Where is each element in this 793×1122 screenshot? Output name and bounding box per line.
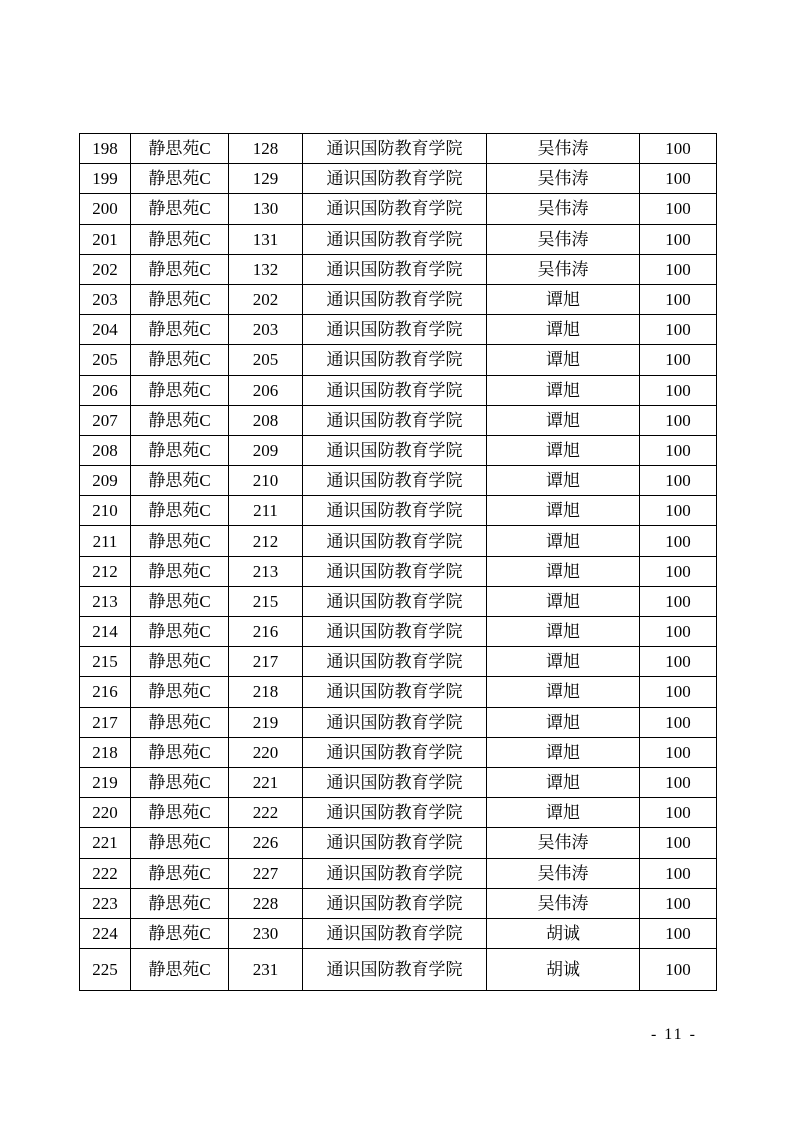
score-cell: 100 <box>640 737 717 767</box>
score-cell: 100 <box>640 254 717 284</box>
table-row <box>80 496 717 526</box>
room-number-cell: 212 <box>229 526 303 556</box>
row-index-cell: 211 <box>80 526 131 556</box>
college-cell: 通识国防教育学院 <box>303 496 487 526</box>
college-cell: 通识国防教育学院 <box>303 677 487 707</box>
room-number-cell: 209 <box>229 435 303 465</box>
counselor-cell: 谭旭 <box>487 707 640 737</box>
row-index-cell: 198 <box>80 134 131 164</box>
building-cell: 静思苑C <box>131 888 229 918</box>
row-index-cell: 218 <box>80 737 131 767</box>
row-index-cell: 224 <box>80 918 131 948</box>
row-index-cell: 205 <box>80 345 131 375</box>
room-number-cell: 228 <box>229 888 303 918</box>
counselor-cell: 谭旭 <box>487 647 640 677</box>
room-number-cell: 206 <box>229 375 303 405</box>
college-cell: 通识国防教育学院 <box>303 405 487 435</box>
table-row <box>80 828 717 858</box>
table-body <box>80 134 717 991</box>
room-number-cell: 211 <box>229 496 303 526</box>
counselor-cell: 谭旭 <box>487 798 640 828</box>
table-row <box>80 435 717 465</box>
building-cell: 静思苑C <box>131 858 229 888</box>
score-cell: 100 <box>640 375 717 405</box>
score-cell: 100 <box>640 828 717 858</box>
building-cell: 静思苑C <box>131 617 229 647</box>
score-cell: 100 <box>640 647 717 677</box>
counselor-cell: 吴伟涛 <box>487 888 640 918</box>
score-cell: 100 <box>640 617 717 647</box>
college-cell: 通识国防教育学院 <box>303 435 487 465</box>
college-cell: 通识国防教育学院 <box>303 888 487 918</box>
college-cell: 通识国防教育学院 <box>303 466 487 496</box>
score-cell: 100 <box>640 315 717 345</box>
counselor-cell: 胡诚 <box>487 949 640 991</box>
room-number-cell: 217 <box>229 647 303 677</box>
building-cell: 静思苑C <box>131 767 229 797</box>
room-number-cell: 130 <box>229 194 303 224</box>
table-row <box>80 405 717 435</box>
room-number-cell: 210 <box>229 466 303 496</box>
college-cell: 通识国防教育学院 <box>303 134 487 164</box>
building-cell: 静思苑C <box>131 284 229 314</box>
building-cell: 静思苑C <box>131 586 229 616</box>
college-cell: 通识国防教育学院 <box>303 375 487 405</box>
table-row <box>80 284 717 314</box>
dormitory-score-table <box>79 133 717 991</box>
room-number-cell: 216 <box>229 617 303 647</box>
building-cell: 静思苑C <box>131 556 229 586</box>
table-row <box>80 134 717 164</box>
room-number-cell: 221 <box>229 767 303 797</box>
counselor-cell: 谭旭 <box>487 737 640 767</box>
table-row <box>80 194 717 224</box>
score-cell: 100 <box>640 345 717 375</box>
room-number-cell: 230 <box>229 918 303 948</box>
room-number-cell: 208 <box>229 405 303 435</box>
college-cell: 通识国防教育学院 <box>303 224 487 254</box>
room-number-cell: 202 <box>229 284 303 314</box>
score-cell: 100 <box>640 918 717 948</box>
row-index-cell: 225 <box>80 949 131 991</box>
table-row <box>80 767 717 797</box>
score-cell: 100 <box>640 949 717 991</box>
college-cell: 通识国防教育学院 <box>303 254 487 284</box>
building-cell: 静思苑C <box>131 677 229 707</box>
building-cell: 静思苑C <box>131 737 229 767</box>
college-cell: 通识国防教育学院 <box>303 707 487 737</box>
building-cell: 静思苑C <box>131 134 229 164</box>
room-number-cell: 131 <box>229 224 303 254</box>
room-number-cell: 215 <box>229 586 303 616</box>
college-cell: 通识国防教育学院 <box>303 315 487 345</box>
room-number-cell: 219 <box>229 707 303 737</box>
building-cell: 静思苑C <box>131 828 229 858</box>
row-index-cell: 206 <box>80 375 131 405</box>
table-row <box>80 707 717 737</box>
building-cell: 静思苑C <box>131 345 229 375</box>
college-cell: 通识国防教育学院 <box>303 737 487 767</box>
room-number-cell: 227 <box>229 858 303 888</box>
score-cell: 100 <box>640 888 717 918</box>
college-cell: 通识国防教育学院 <box>303 647 487 677</box>
score-cell: 100 <box>640 466 717 496</box>
counselor-cell: 谭旭 <box>487 496 640 526</box>
table-row <box>80 315 717 345</box>
counselor-cell: 吴伟涛 <box>487 134 640 164</box>
row-index-cell: 201 <box>80 224 131 254</box>
row-index-cell: 215 <box>80 647 131 677</box>
building-cell: 静思苑C <box>131 707 229 737</box>
score-cell: 100 <box>640 677 717 707</box>
row-index-cell: 207 <box>80 405 131 435</box>
row-index-cell: 221 <box>80 828 131 858</box>
room-number-cell: 203 <box>229 315 303 345</box>
college-cell: 通识国防教育学院 <box>303 949 487 991</box>
college-cell: 通识国防教育学院 <box>303 164 487 194</box>
college-cell: 通识国防教育学院 <box>303 556 487 586</box>
score-cell: 100 <box>640 586 717 616</box>
room-number-cell: 132 <box>229 254 303 284</box>
counselor-cell: 胡诚 <box>487 918 640 948</box>
table-row <box>80 164 717 194</box>
building-cell: 静思苑C <box>131 164 229 194</box>
counselor-cell: 谭旭 <box>487 284 640 314</box>
score-cell: 100 <box>640 405 717 435</box>
table-row <box>80 586 717 616</box>
counselor-cell: 谭旭 <box>487 435 640 465</box>
score-cell: 100 <box>640 707 717 737</box>
score-cell: 100 <box>640 496 717 526</box>
college-cell: 通识国防教育学院 <box>303 798 487 828</box>
counselor-cell: 谭旭 <box>487 617 640 647</box>
building-cell: 静思苑C <box>131 405 229 435</box>
table-row <box>80 466 717 496</box>
row-index-cell: 210 <box>80 496 131 526</box>
row-index-cell: 199 <box>80 164 131 194</box>
counselor-cell: 吴伟涛 <box>487 828 640 858</box>
table-row <box>80 254 717 284</box>
row-index-cell: 200 <box>80 194 131 224</box>
counselor-cell: 谭旭 <box>487 466 640 496</box>
row-index-cell: 203 <box>80 284 131 314</box>
score-cell: 100 <box>640 435 717 465</box>
row-index-cell: 216 <box>80 677 131 707</box>
counselor-cell: 吴伟涛 <box>487 194 640 224</box>
table-row <box>80 617 717 647</box>
room-number-cell: 231 <box>229 949 303 991</box>
row-index-cell: 213 <box>80 586 131 616</box>
table-row <box>80 224 717 254</box>
score-cell: 100 <box>640 556 717 586</box>
building-cell: 静思苑C <box>131 435 229 465</box>
table-row <box>80 526 717 556</box>
score-cell: 100 <box>640 134 717 164</box>
college-cell: 通识国防教育学院 <box>303 617 487 647</box>
table-row <box>80 345 717 375</box>
row-index-cell: 208 <box>80 435 131 465</box>
table-row <box>80 949 717 991</box>
row-index-cell: 214 <box>80 617 131 647</box>
college-cell: 通识国防教育学院 <box>303 284 487 314</box>
counselor-cell: 吴伟涛 <box>487 164 640 194</box>
counselor-cell: 吴伟涛 <box>487 254 640 284</box>
college-cell: 通识国防教育学院 <box>303 345 487 375</box>
building-cell: 静思苑C <box>131 466 229 496</box>
building-cell: 静思苑C <box>131 918 229 948</box>
table-row <box>80 918 717 948</box>
score-cell: 100 <box>640 164 717 194</box>
score-cell: 100 <box>640 798 717 828</box>
table-row <box>80 647 717 677</box>
counselor-cell: 谭旭 <box>487 767 640 797</box>
room-number-cell: 213 <box>229 556 303 586</box>
score-cell: 100 <box>640 767 717 797</box>
room-number-cell: 128 <box>229 134 303 164</box>
row-index-cell: 220 <box>80 798 131 828</box>
table-row <box>80 375 717 405</box>
building-cell: 静思苑C <box>131 949 229 991</box>
college-cell: 通识国防教育学院 <box>303 858 487 888</box>
page-number: - 11 - <box>650 1026 697 1043</box>
row-index-cell: 202 <box>80 254 131 284</box>
row-index-cell: 217 <box>80 707 131 737</box>
counselor-cell: 谭旭 <box>487 526 640 556</box>
college-cell: 通识国防教育学院 <box>303 767 487 797</box>
building-cell: 静思苑C <box>131 798 229 828</box>
counselor-cell: 谭旭 <box>487 677 640 707</box>
table-row <box>80 737 717 767</box>
college-cell: 通识国防教育学院 <box>303 586 487 616</box>
college-cell: 通识国防教育学院 <box>303 526 487 556</box>
table-row <box>80 677 717 707</box>
score-cell: 100 <box>640 284 717 314</box>
counselor-cell: 谭旭 <box>487 375 640 405</box>
score-cell: 100 <box>640 526 717 556</box>
score-cell: 100 <box>640 224 717 254</box>
building-cell: 静思苑C <box>131 194 229 224</box>
college-cell: 通识国防教育学院 <box>303 194 487 224</box>
college-cell: 通识国防教育学院 <box>303 828 487 858</box>
room-number-cell: 205 <box>229 345 303 375</box>
counselor-cell: 吴伟涛 <box>487 858 640 888</box>
counselor-cell: 谭旭 <box>487 556 640 586</box>
college-cell: 通识国防教育学院 <box>303 918 487 948</box>
building-cell: 静思苑C <box>131 647 229 677</box>
room-number-cell: 222 <box>229 798 303 828</box>
row-index-cell: 209 <box>80 466 131 496</box>
room-number-cell: 129 <box>229 164 303 194</box>
row-index-cell: 219 <box>80 767 131 797</box>
counselor-cell: 谭旭 <box>487 345 640 375</box>
building-cell: 静思苑C <box>131 526 229 556</box>
counselor-cell: 吴伟涛 <box>487 224 640 254</box>
room-number-cell: 226 <box>229 828 303 858</box>
building-cell: 静思苑C <box>131 254 229 284</box>
table-row <box>80 858 717 888</box>
room-number-cell: 218 <box>229 677 303 707</box>
table-row <box>80 888 717 918</box>
building-cell: 静思苑C <box>131 375 229 405</box>
table-row <box>80 798 717 828</box>
counselor-cell: 谭旭 <box>487 315 640 345</box>
row-index-cell: 204 <box>80 315 131 345</box>
building-cell: 静思苑C <box>131 315 229 345</box>
table-row <box>80 556 717 586</box>
score-cell: 100 <box>640 858 717 888</box>
counselor-cell: 谭旭 <box>487 586 640 616</box>
row-index-cell: 222 <box>80 858 131 888</box>
room-number-cell: 220 <box>229 737 303 767</box>
row-index-cell: 223 <box>80 888 131 918</box>
score-cell: 100 <box>640 194 717 224</box>
building-cell: 静思苑C <box>131 224 229 254</box>
building-cell: 静思苑C <box>131 496 229 526</box>
counselor-cell: 谭旭 <box>487 405 640 435</box>
row-index-cell: 212 <box>80 556 131 586</box>
